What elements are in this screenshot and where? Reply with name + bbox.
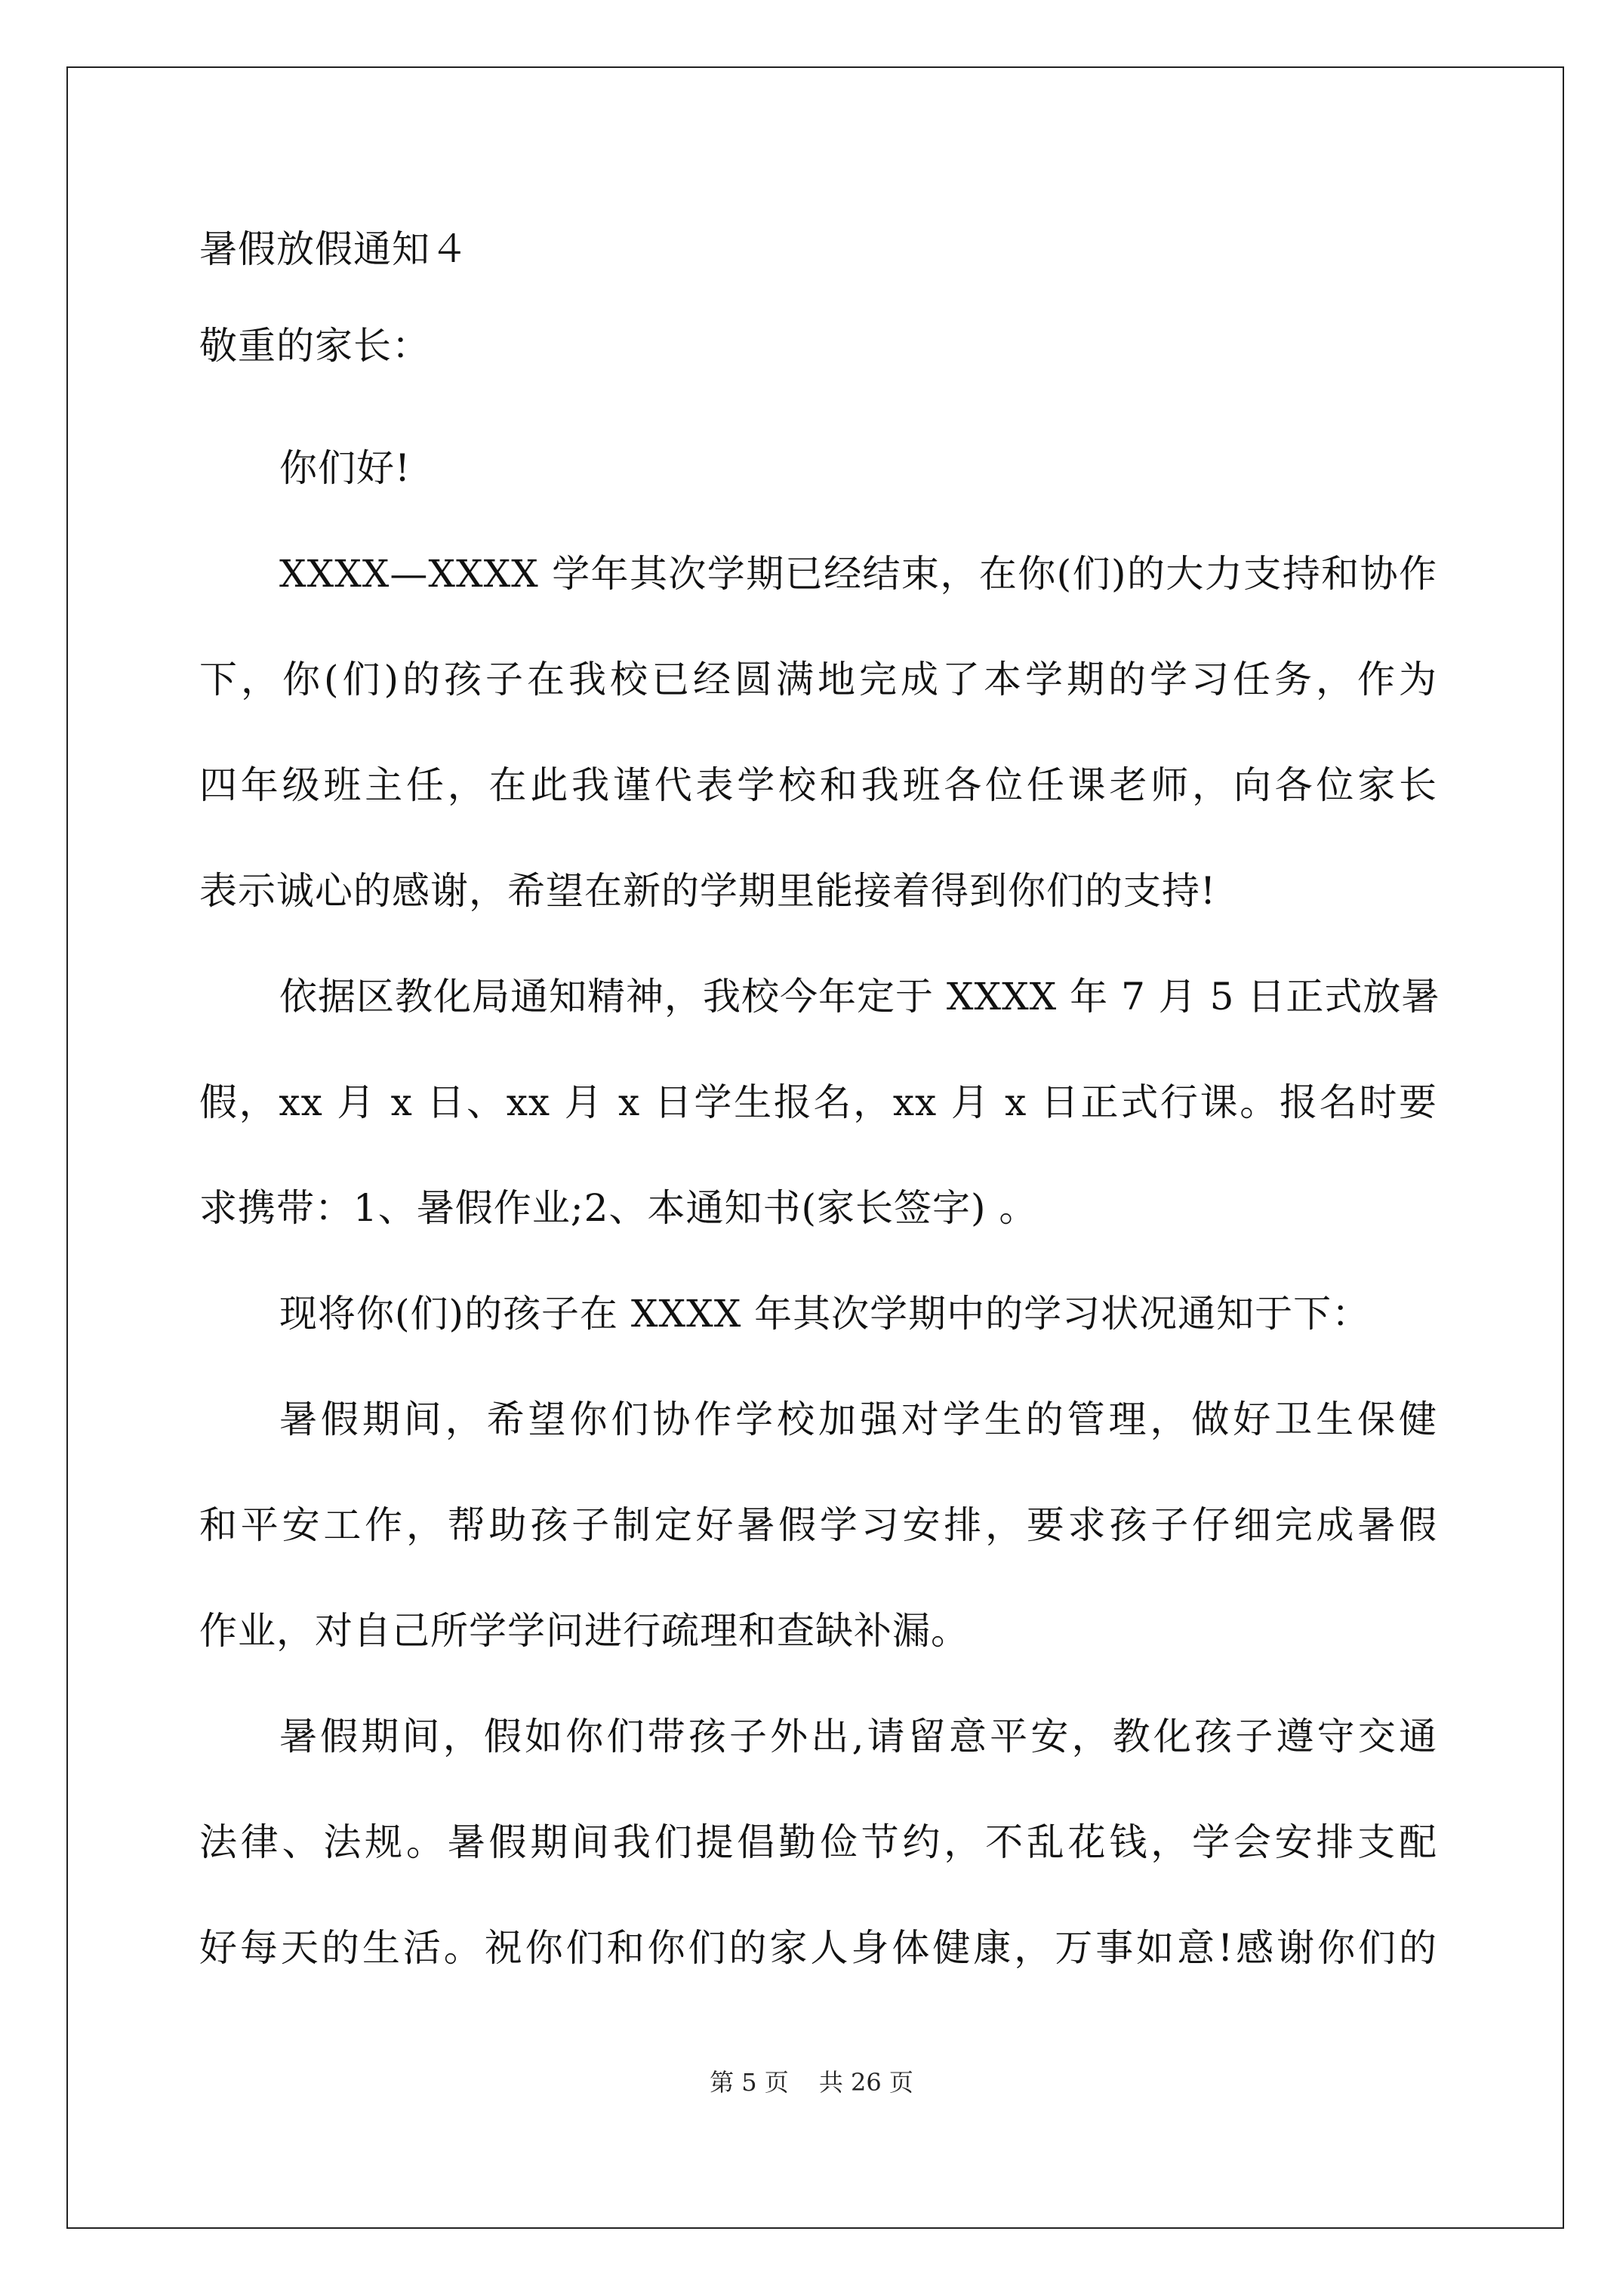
paragraph-line: 法律、法规。暑假期间我们提倡勤俭节约，不乱花钱，学会安排支配 [199, 1820, 1437, 1864]
paragraph-line: 和平安工作，帮助孩子制定好暑假学习安排，要求孩子仔细完成暑假 [199, 1503, 1437, 1547]
paragraph-line: 暑假期间，假如你们带孩子外出,请留意平安，教化孩子遵守交通 [279, 1715, 1437, 1758]
paragraph-line: 好每天的生活。祝你们和你们的家人身体健康，万事如意!感谢你们的 [199, 1926, 1437, 1970]
paragraph-line: 表示诚心的感谢，希望在新的学期里能接着得到你们的支持! [199, 869, 1217, 913]
paragraph-line: XXXX—XXXX 学年其次学期已经结束，在你(们)的大力支持和协作 [279, 552, 1437, 596]
paragraph-line: 作业，对自己所学学问进行疏理和查缺补漏。 [199, 1609, 969, 1653]
paragraph-line: 四年级班主任，在此我谨代表学校和我班各位任课老师，向各位家长 [199, 763, 1437, 807]
greeting: 敬重的家长： [199, 324, 430, 368]
page-total: 共 26 页 [818, 2068, 913, 2097]
paragraph-line: 假，xx 月 x 日、xx 月 x 日学生报名，xx 月 x 日正式行课。报名时要 [199, 1080, 1437, 1124]
page-footer [0, 2067, 1623, 2097]
paragraph-line: 下，你(们)的孩子在我校已经圆满地完成了本学期的学习任务，作为 [199, 658, 1437, 701]
paragraph-line: 依据区教化局通知精神，我校今年定于 XXXX 年 7 月 5 日正式放暑 [279, 975, 1440, 1019]
paragraph-line: 现将你(们)的孩子在 XXXX 年其次学期中的学习状况通知于下： [279, 1292, 1371, 1336]
page-frame [66, 66, 1564, 2229]
paragraph-line: 暑假期间，希望你们协作学校加强对学生的管理，做好卫生保健 [279, 1398, 1437, 1441]
page-number: 第 5 页 [710, 2068, 789, 2097]
salutation: 你们好! [279, 446, 411, 490]
document-title: 暑假放假通知４ [199, 227, 469, 271]
paragraph-line: 求携带：1、暑假作业;2、本通知书(家长签字) 。 [199, 1186, 1038, 1230]
